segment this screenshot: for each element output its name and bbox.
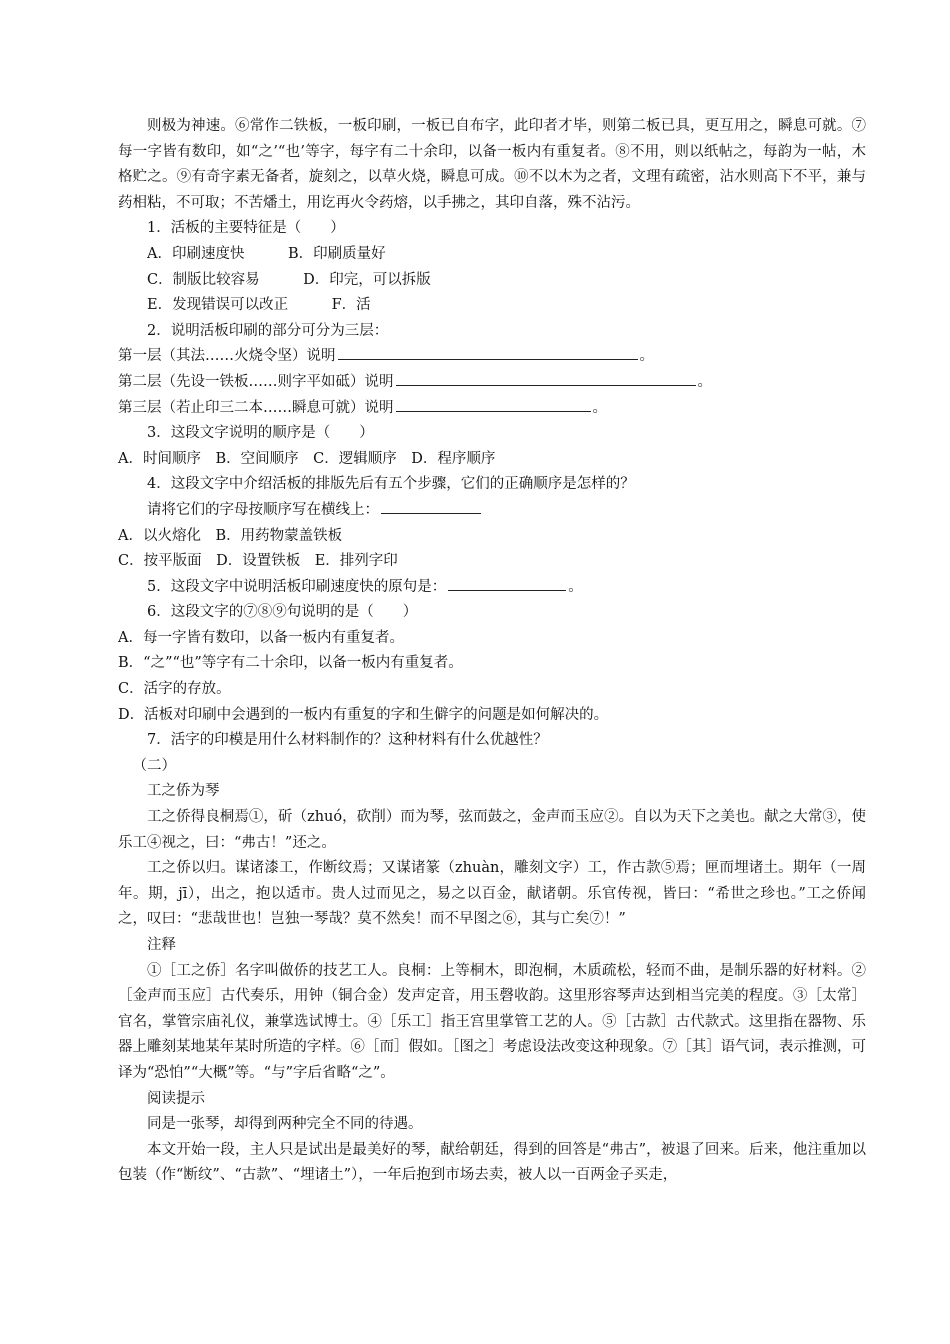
reading-hint-1: 同是一张琴，却得到两种完全不同的待遇。	[147, 1116, 423, 1133]
q3-stem: 3．这段文字说明的顺序是（ ）	[147, 425, 374, 442]
q6-stem: 6．这段文字的⑦⑧⑨句说明的是（ ）	[147, 604, 418, 621]
q5-stem-text: 5．这段文字中说明活板印刷速度快的原句是：	[147, 578, 447, 595]
q6-option-b: B．“之”“也”等字有二十余印，以备一板内有重复者。	[118, 655, 463, 672]
q2-layer2-end: 。	[697, 373, 712, 390]
notes-body: ①［工之侨］名字叫做侨的技艺工人。良桐：上等桐木，即泡桐，木质疏松，轻而不曲，是制乐器的好材料。②［金声而玉应］古代奏乐，用钟（铜合金）发声定音，用玉磬收韵。这里形容琴声达到相当完美的程度。③［太常］官名，掌管宗庙礼仪，兼掌选试博士。④［乐工］指王宫里掌管工艺的人。⑤［古款］古代款式。这里指在器物、乐器上雕刻某地某年某时所造的字样。⑥［而］假如。［图之］考虑设法改变这种现象。⑦［其］语气词，表示推测，可译为“恐怕”“大概”等。“与”字后省略“之”。	[118, 962, 866, 1081]
q2-stem: 2．说明活板印刷的部分可分为三层：	[147, 322, 389, 339]
q2-layer1-end: 。	[639, 348, 654, 365]
document-page	[118, 114, 866, 1189]
q2-layer3-label: 第三层（若止印三二本……瞬息可就）说明	[118, 399, 394, 416]
answer-blank[interactable]	[396, 397, 591, 412]
reading-hint-2: 本文开始一段，主人只是试出是最美好的琴，献给朝廷，得到的回答是“弗古”，被退了回来。后来，他注重加以包装（作“断纹”、“古款”、“埋诸土”），一年后抱到市场去卖，被人以一百两金子买走，	[118, 1141, 866, 1184]
story-paragraph-1: 工之侨得良桐焉①，斫（zhuó，砍削）而为琴，弦而鼓之，金声而玉应②。自以为天下之美也。献之大常③，使乐工④视之，曰：“弗古！”还之。	[118, 809, 866, 851]
q4-instruction-text: 请将它们的字母按顺序写在横线上：	[147, 501, 379, 518]
q2-layer3-end: 。	[592, 399, 607, 416]
q2-layer3	[118, 396, 866, 422]
q6-option-c: C．活字的存放。	[118, 681, 231, 698]
q4-options-row2: C．按平版面 D．设置铁板 E．排列字印	[118, 553, 398, 570]
answer-blank[interactable]	[381, 499, 481, 514]
q1-options-row1: A．印刷速度快 B．印刷质量好	[147, 245, 386, 262]
q4-instruction	[118, 498, 866, 524]
q6-option-a: A．每一字皆有数印，以备一板内有重复者。	[118, 629, 404, 646]
notes-heading: 注释	[147, 937, 176, 953]
q2-layer1	[118, 344, 866, 370]
q1-stem: 1．活板的主要特征是（ ）	[147, 220, 345, 237]
q2-layer2-label: 第二层（先设一铁板……则字平如砥）说明	[118, 373, 394, 390]
answer-blank[interactable]	[396, 371, 696, 386]
q4-options-row1: A．以火熔化 B．用药物蒙盖铁板	[118, 527, 343, 544]
q1-options-row2: C．制版比较容易 D．印完，可以拆版	[147, 271, 431, 288]
q5-stem	[118, 575, 866, 601]
q2-layer1-label: 第一层（其法……火烧令坚）说明	[118, 348, 336, 365]
passage-end: 则极为神速。⑥常作二铁板，一板印刷，一板已自布字，此印者才毕，则第二板已具，更互用之，瞬息可就。⑦每一字皆有数印，如“之’“也’等字，每字有二十余印，以备一板内有重复者。⑧不用，则以纸帖之，每韵为一帖，木格贮之。⑨有奇字素无备者，旋刻之，以草火烧，瞬息可成。⑩不以木为之者，文理有疏密，沾水则高下不平，兼与药相粘，不可取；不苦燔土，用讫再火令药熔，以手拂之，其印自落，殊不沾污。	[118, 118, 866, 211]
q4-stem: 4．这段文字中介绍活板的排版先后有五个步骤，它们的正确顺序是怎样的？	[147, 476, 635, 493]
q1-options-row3: E．发现错误可以改正 F．活	[147, 297, 371, 314]
section-title: 工之侨为琴	[147, 783, 220, 800]
q2-layer2	[118, 370, 866, 396]
story-paragraph-2: 工之侨以归。谋诸漆工，作断纹焉；又谋诸篆（zhuàn，雕刻文字）工，作古款⑤焉；匣而埋诸土。期年（一周年。期，jī），出之，抱以适市。贵人过而见之，易之以百金，献诸朝。乐官传视，皆曰：“希世之珍也。”工之侨闻之，叹曰：“悲哉世也！岂独一琴哉？莫不然矣！而不早图之⑥，其与亡矣⑦！”	[118, 860, 866, 928]
section-label: （二）	[132, 757, 176, 774]
answer-blank[interactable]	[338, 345, 638, 360]
q6-option-d: D．活板对印刷中会遇到的一板内有重复的字和生僻字的问题是如何解决的。	[118, 706, 609, 723]
q5-stem-end: 。	[568, 578, 583, 595]
reading-hint-heading: 阅读提示	[147, 1090, 205, 1107]
q3-options: A．时间顺序 B．空间顺序 C．逻辑顺序 D．程序顺序	[118, 450, 496, 467]
q7-stem: 7．活字的印模是用什么材料制作的？这种材料有什么优越性？	[147, 732, 548, 749]
answer-blank[interactable]	[448, 576, 566, 591]
